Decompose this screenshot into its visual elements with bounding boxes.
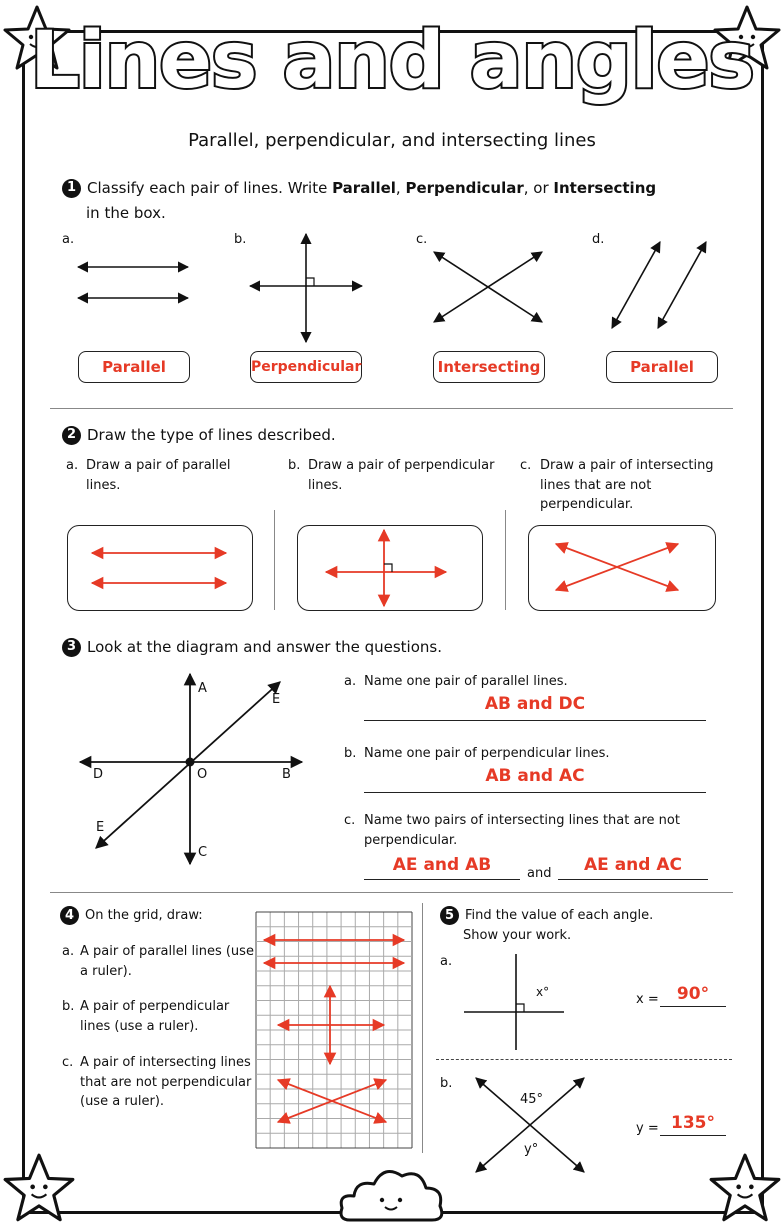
- q5-prompt: 5 Find the value of each angle. Show your work.: [440, 906, 653, 945]
- q4-c-letter: c.: [62, 1055, 74, 1070]
- label-o: O: [197, 767, 208, 782]
- label-d: D: [93, 767, 104, 782]
- q1-prompt-line2: in the box.: [86, 204, 166, 222]
- q1-number: 1: [62, 179, 81, 198]
- q2-prompt: 2 Draw the type of lines described.: [62, 423, 336, 447]
- q5-b-letter: b.: [440, 1076, 453, 1091]
- q3-c-and: and: [527, 866, 552, 881]
- q5-a-eq: x =: [636, 992, 659, 1007]
- q5-a-answer-line[interactable]: [660, 984, 726, 1007]
- q3-number: 3: [62, 638, 81, 657]
- label-a: A: [198, 681, 207, 696]
- q5-b-given-angle: 45°: [520, 1092, 544, 1107]
- q2-number: 2: [62, 426, 81, 445]
- q3-a-letter: a.: [344, 674, 357, 689]
- q5-a-right-angle-mark: [516, 1004, 524, 1012]
- q4-b-text: A pair of perpendicular lines (use a ruler).: [80, 999, 230, 1034]
- q5-a-letter: a.: [440, 954, 453, 969]
- label-c: C: [198, 845, 208, 860]
- q1-label-d: d.: [592, 232, 605, 247]
- q2-b-letter: b.: [288, 458, 301, 473]
- q3-c-answer-2: AE and AC: [584, 855, 682, 875]
- q5-number: 5: [440, 906, 459, 925]
- q3-c-text: Name two pairs of intersecting lines that are not perpendicular.: [364, 813, 680, 848]
- q3-b-text: Name one pair of perpendicular lines.: [364, 746, 610, 761]
- q2-c-letter: c.: [520, 458, 532, 473]
- label-b: B: [282, 767, 291, 782]
- q5-a-angle-label: x°: [536, 985, 550, 999]
- q5-b-angle-label: y°: [524, 1142, 539, 1157]
- q3-a-text: Name one pair of parallel lines.: [364, 674, 568, 689]
- q2-b-text: Draw a pair of perpendicular lines.: [308, 458, 495, 493]
- q4-b-letter: b.: [62, 999, 75, 1014]
- q4-a-letter: a.: [62, 944, 75, 959]
- q5-b-eq: y =: [636, 1121, 659, 1136]
- q1-answer-d[interactable]: Parallel: [606, 351, 718, 383]
- q2-c-text: Draw a pair of intersecting lines that are not perpendicular.: [540, 458, 714, 512]
- q1-prompt: 1 Classify each pair of lines. Write Parallel, Perpendicular, or Intersecting: [62, 176, 682, 200]
- label-e-top: E: [272, 692, 281, 707]
- q3-c-answer-1: AE and AB: [392, 855, 492, 875]
- q3-c-letter: c.: [344, 813, 356, 828]
- q1-label-b: b.: [234, 232, 247, 247]
- q2-a-text: Draw a pair of parallel lines.: [86, 458, 231, 493]
- q4-number: 4: [60, 906, 79, 925]
- q3-a-answer: AB and DC: [484, 694, 586, 714]
- q3-b-letter: b.: [344, 746, 357, 761]
- label-e-bottom: E: [96, 820, 105, 835]
- q1-answer-a[interactable]: Parallel: [78, 351, 190, 383]
- q1-answer-c[interactable]: Intersecting: [433, 351, 545, 383]
- q4-prompt: 4 On the grid, draw:: [60, 906, 203, 926]
- q1-label-c: c.: [416, 232, 428, 247]
- page-title: Lines and angles: [30, 16, 754, 106]
- q4-c-text: A pair of intersecting lines that are not perpendicular (use a ruler).: [80, 1055, 252, 1109]
- q3-prompt: 3 Look at the diagram and answer the questions.: [62, 635, 442, 659]
- q5-a-answer: 90°: [676, 984, 710, 1004]
- q4-a-text: A pair of parallel lines (use a ruler).: [80, 944, 254, 979]
- q3-b-answer: AB and AC: [485, 766, 585, 786]
- q2-a-letter: a.: [66, 458, 79, 473]
- q5-b-answer: 135°: [671, 1113, 715, 1133]
- q1-label-a: a.: [62, 232, 75, 247]
- q5-b-answer-line[interactable]: [660, 1113, 726, 1136]
- q5-dashed-divider: [436, 1059, 732, 1060]
- q1-answer-b[interactable]: Perpendicular: [250, 351, 362, 383]
- page-subtitle: Parallel, perpendicular, and intersecting lines: [188, 130, 596, 151]
